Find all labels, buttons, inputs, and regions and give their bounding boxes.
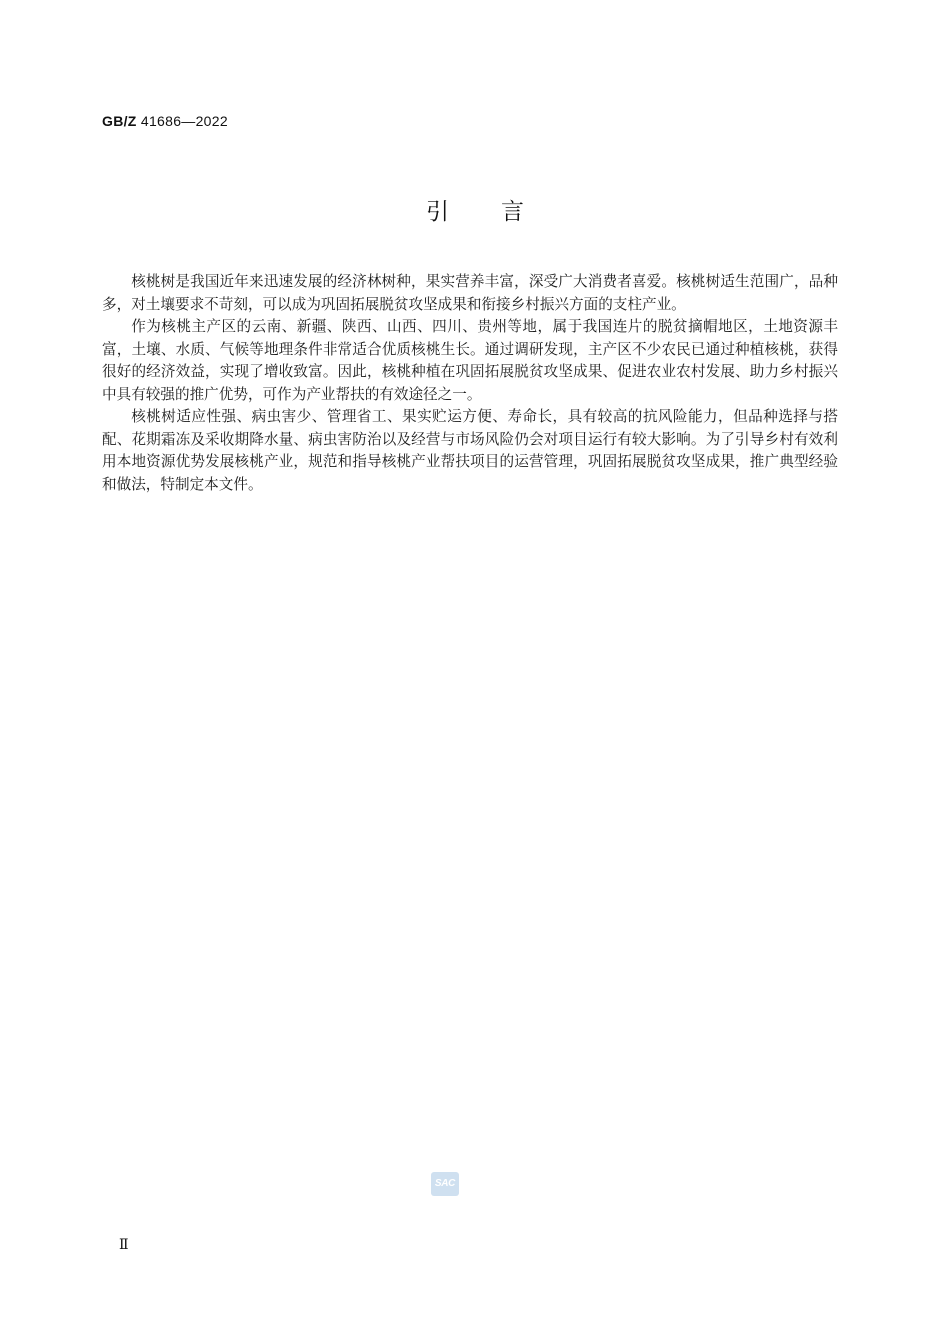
paragraph: 核桃树适应性强、病虫害少、管理省工、果实贮运方便、寿命长，具有较高的抗风险能力，但品种选择与搭配、花期霜冻及采收期降水量、病虫害防治以及经营与市场风险仍会对项目运行有较大影响。为了引导乡村有效利用本地资源优势发展核桃产业，规范和指导核桃产业帮扶项目的运营管理，巩固拓展脱贫攻坚成果，推广典型经验和做法，特制定本文件。 bbox=[102, 408, 838, 493]
document-body bbox=[102, 271, 838, 496]
standard-prefix: GB/Z bbox=[102, 113, 137, 129]
standard-code bbox=[102, 113, 228, 129]
page-number: Ⅱ bbox=[119, 1237, 129, 1253]
paragraph: 作为核桃主产区的云南、新疆、陕西、山西、四川、贵州等地，属于我国连片的脱贫摘帽地区，土地资源丰富，土壤、水质、气候等地理条件非常适合优质核桃生长。通过调研发现，主产区不少农民已通过种植核桃，获得很好的经济效益，实现了增收致富。因此，核桃种植在巩固拓展脱贫攻坚成果、促进农业农村发展、助力乡村振兴中具有较强的推广优势，可作为产业帮扶的有效途径之一。 bbox=[102, 318, 838, 403]
sac-logo-watermark: SAC bbox=[431, 1172, 459, 1196]
page-title: 引言 bbox=[426, 199, 576, 225]
paragraph: 核桃树是我国近年来迅速发展的经济林树种，果实营养丰富，深受广大消费者喜爱。核桃树适生范围广，品种多，对土壤要求不苛刻，可以成为巩固拓展脱贫攻坚成果和衔接乡村振兴方面的支柱产业。 bbox=[102, 273, 838, 313]
standard-number: 41686—2022 bbox=[140, 113, 228, 129]
